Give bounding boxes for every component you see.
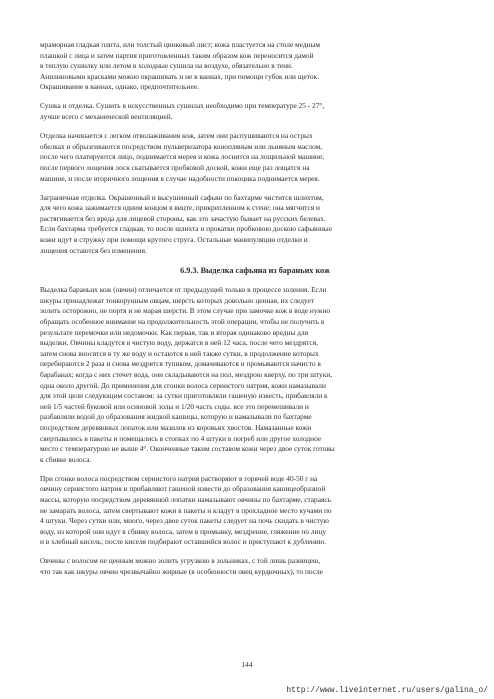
text-line: Сушка и отделка. Сушить в искусственных сушилах необходимо при температуре 25 - 27°, [40, 101, 325, 111]
text-line: затем снова вносятся в ту же воду и остаются в ней также сутки, в продолжение которых [40, 348, 319, 358]
text-line: машине, и после вторичного лощения в случае надобности покоцика поднимается мерея. [40, 173, 320, 183]
text-line: При сгонке волоса посредством сернистого натрия растворяют в горячей воде 40-50 г на [40, 473, 318, 483]
text-line: в теплую сушилку или летом в холодные сушила на воздухе, обязательно в тени. [40, 61, 293, 71]
watermark-url: http://www.liveinternet.ru/users/galina_o/ [286, 686, 488, 695]
paragraph-finishing [40, 131, 470, 184]
text-line: одна около другой. До применения для сгонки волоса сернистого натрия, кожи намазывали [40, 380, 326, 390]
text-line: что так как шкуры овчин чрезвычайно жирные (в особенности овец курдючных), то после [40, 567, 323, 577]
text-line: кожи идут в стружку при помощи крутого струга. Остальные манипуляции отделки и [40, 235, 308, 244]
text-line: после первого лощения лоск скатывается пробковой доской, кожи еще раз лощатся на [40, 162, 310, 172]
text-line: овчину сернистого натрия и прибавляют гашеной извести до образования кашицеобразной [40, 484, 326, 494]
paragraph-hair-removal [40, 474, 470, 548]
text-line: и в хлебный кисель; после киселя подбирают оставшийся волос и приступают к дублению. [40, 537, 327, 547]
text-line: после чего платируются лицо, поднимается мерея и кожа лоснится на лощильной машине; [40, 152, 325, 162]
text-line: для чего кожа зажимается одним концом в вицте, прикрепленном к стене; она мягчится и [40, 203, 320, 213]
text-line: Овчины с волосом не ценным можно золить угрузкою в зольниках, с той лишь разницею, [40, 556, 321, 566]
text-line: барабанах; когда с них стечет вода, они складываются на пол, мездрою кверху, по три штуки, [40, 369, 333, 379]
paragraph-drying [40, 101, 470, 122]
document-page [40, 40, 470, 586]
section-heading: 6.9.3. Выделка сафьяна из бараньих кож [180, 266, 330, 276]
text-line: Выделка бараньих кож (овчин) отличается от предыдущей только в процессе золения. Если [40, 285, 327, 295]
text-line: Отделка начинается с легком отволаживания кож, затем они распушиваются на острых [40, 131, 313, 141]
text-line: перебираются 2 раза и снова мездрятся тупиком, домачиваются и промываются начисто в [40, 359, 321, 369]
text-line: к сбивке волоса. [40, 454, 92, 464]
page-number: 144 [241, 660, 253, 669]
text-line: плашкой с лица и затем партия приготовленных таким образом кож переносится дамой [40, 50, 314, 60]
paragraph-liming [40, 556, 470, 577]
text-line: Если бахтарма требуется гладкая, то после шлихта и прокатки пробковою доскою сафьянные [40, 224, 332, 234]
text-line: лучше всего с механической вентиляцией. [40, 112, 173, 122]
text-line: воду, из которой они идут в сбивку волоса, затем в промывку, мездрение, гляжение по лицу [40, 526, 327, 536]
text-line: ней 1/5 частей буковой или осиновой золы и 1/20 часть соды. все это перемешивали и [40, 401, 309, 411]
text-line: обращать особенное внимание на продолжительность этой операции, чтобы не получить в [40, 316, 325, 326]
text-line: выделки. Овчины кладутся в чистую воду, держатся в ней 12 часа, после чего мездрятся, [40, 338, 318, 348]
text-line: мраморная гладкая плита, или толстый цинковый лист; кожа пластуется на столе медным [40, 40, 321, 49]
text-line: золить осторожно, не портя и не марая шерсти. В этом случае при замочке кож в воде нужно [40, 306, 331, 316]
text-line: обелках и обрызгиваются посредством пульверизатора конопляным или льняным маслом, [40, 141, 323, 151]
paragraph-sheepskin [40, 285, 470, 465]
text-line: разбавляли водой до образования жидкой кашицы, которую и намазывали по бахтарме [40, 412, 312, 422]
text-line: шкуры принадлежат тонкорунным овцам, шерсть которых довольно ценная, их следует [40, 295, 314, 305]
text-line: результате перемочки или недомочки. Как первая, так и вторая одинаково вредны для [40, 327, 309, 337]
text-line: Анилиновыми красками можно окрашивать и не в ваннах, при помощи губок или щеток. [40, 71, 319, 81]
text-line: свертывались в пакеты и помещались в стопках по 4 штуки в погреб или другое холодное [40, 433, 322, 443]
text-line: Окрашивание в ваннах, однако, предпочтительнее. [40, 82, 199, 92]
text-line: посредством деревянных лопаток или мазилок из коровьих хвостов. Намазанные кожи [40, 422, 312, 432]
paragraph-foreign-finishing [40, 193, 470, 257]
paragraph-dyeing [40, 40, 470, 93]
text-line: 4 штуки. Через сутки или, много, через двое суток пакеты следует на почь скидать в чистую [40, 516, 329, 526]
text-line: не замарать волоса, затем свертывают кожи в пакеты и кладут в прохладное место кучами по [40, 505, 332, 515]
text-line: растягивается без вреда для лицевой стороны, как это зачастую бывает на русских белевах. [40, 213, 326, 223]
text-line: массы, которую посредством деревянной лопатки намазывают овчины по бахтарме, стараясь [40, 494, 331, 504]
text-line: место с температурою не выше 4°. Оконченные таким составом кожи через двое суток готовы [40, 444, 335, 454]
text-line: лощения остаются без изменения. [40, 245, 147, 255]
text-line: для этой цели следующим составом: за сутки приготовляли гашеную известь, прибавляли к [40, 391, 328, 401]
text-line: Заграничная отделка. Окрашенный и высушенный сафьян по бахтарме чистится шлихтом, [40, 192, 324, 202]
